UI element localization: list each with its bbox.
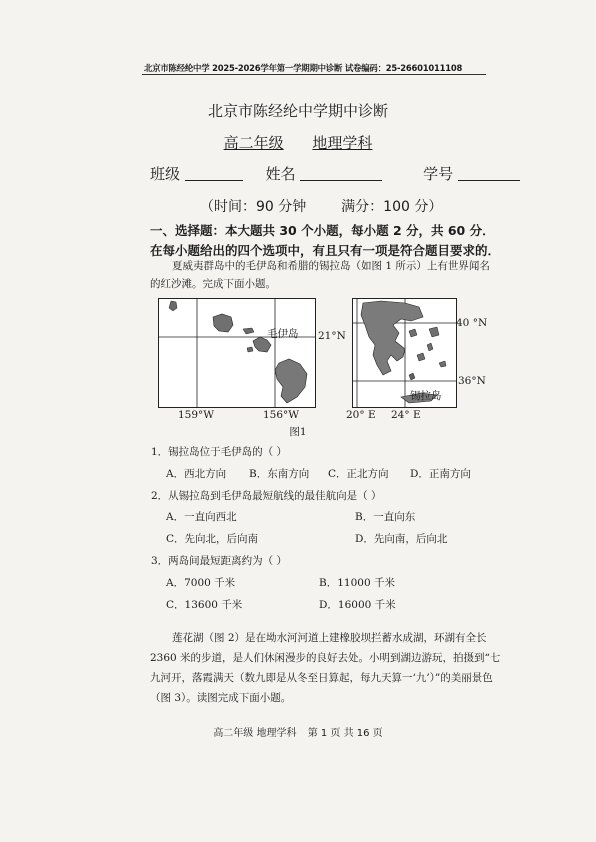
question-2-option-b[interactable]: B．一直向东 (355, 511, 416, 523)
page-footer (0, 724, 596, 739)
question-1-option-c[interactable]: C．正北方向 (328, 468, 389, 480)
latitude-36n-label: 36°N (458, 375, 486, 387)
question-3-option-d[interactable]: D．16000 千米 (319, 599, 396, 611)
name-blank[interactable] (300, 166, 382, 181)
question-1-option-b[interactable]: B．东南方向 (249, 468, 310, 480)
question-1-stem: 1．锡拉岛位于毛伊岛的（ ） (151, 446, 288, 458)
longitude-24e-label: 24° E (391, 409, 421, 421)
map-hawaii (158, 298, 316, 408)
question-3-stem: 3．两岛间最短距离约为（ ） (151, 555, 288, 567)
question-2-option-d[interactable]: D．先向南，后向北 (355, 533, 448, 545)
thira-label: 锡拉岛 (410, 390, 442, 402)
question-2-stem: 2．从锡拉岛到毛伊岛最短航线的最佳航向是（ ） (151, 490, 382, 502)
class-blank[interactable] (185, 166, 243, 181)
name-label: 姓名 (265, 165, 296, 183)
student-id-blank[interactable] (458, 166, 520, 181)
subject-label: 地理学科 (312, 134, 373, 152)
question-1-option-d[interactable]: D．正南方向 (410, 468, 471, 480)
question-3-option-b[interactable]: B．11000 千米 (319, 577, 395, 589)
footer-page-number: 第 1 页 共 16 页 (307, 728, 383, 739)
student-info-row (150, 163, 520, 184)
grade-label: 高二年级 (223, 134, 284, 152)
question-2-option-c[interactable]: C．先向北，后向南 (166, 533, 259, 545)
exam-score: 满分：100 分） (341, 199, 443, 215)
exam-time-score (200, 196, 442, 216)
section-heading: 一、选择题：本大题共 30 个小题，每小题 2 分，共 60 分．在每小题给出的四个选项中，有且只有一项是符合题目要求的． (150, 223, 501, 258)
header-rule (142, 74, 486, 75)
question-1-option-a[interactable]: A．西北方向 (166, 468, 227, 480)
exam-title: 北京市陈经纶中学期中诊断 (207, 102, 388, 120)
lotus-lake-passage: 莲花湖（图 2）是在坳水河河道上建橡胶坝拦蓄水成湖，环湖有全长 2360 米的步道，是人们休闲漫步的良好去处。小明到湖边游玩，拍摄到“七九河开，落霞满天（数九即是从冬至日算起，每九天算一‘九’）”的美丽景色（图 3）。读图完成下面小题。 (150, 632, 501, 704)
exam-subtitle (0, 132, 596, 153)
hawaii-map-graphic (159, 299, 315, 407)
exam-time: （时间：90 分钟 (200, 199, 307, 215)
longitude-159w-label: 159°W (178, 409, 215, 421)
longitude-20e-label: 20° E (346, 409, 376, 421)
question-3-option-c[interactable]: C．13600 千米 (166, 599, 243, 611)
longitude-156w-label: 156°W (263, 409, 300, 421)
question-intro: 夏威夷群岛中的毛伊岛和希腊的锡拉岛（如图 1 所示）上有世界闻名的红沙滩。完成下面小题。 (150, 260, 490, 290)
footer-grade-subject: 高二年级 地理学科 (213, 728, 297, 739)
question-3-option-a[interactable]: A．7000 千米 (166, 577, 236, 589)
question-2-option-a[interactable]: A．一直向西北 (166, 511, 237, 523)
maui-label: 毛伊岛 (267, 328, 299, 340)
class-label: 班级 (150, 165, 181, 183)
student-id-label: 学号 (423, 165, 454, 183)
figure-1-caption: 图1 (289, 426, 307, 438)
exam-header: 北京市陈经纶中学 2025-2026学年第一学期期中诊断 试卷编码：25-26601011108 (144, 63, 463, 73)
latitude-21n-label: 21°N (318, 330, 346, 342)
latitude-40n-label: 40 °N (456, 317, 488, 329)
